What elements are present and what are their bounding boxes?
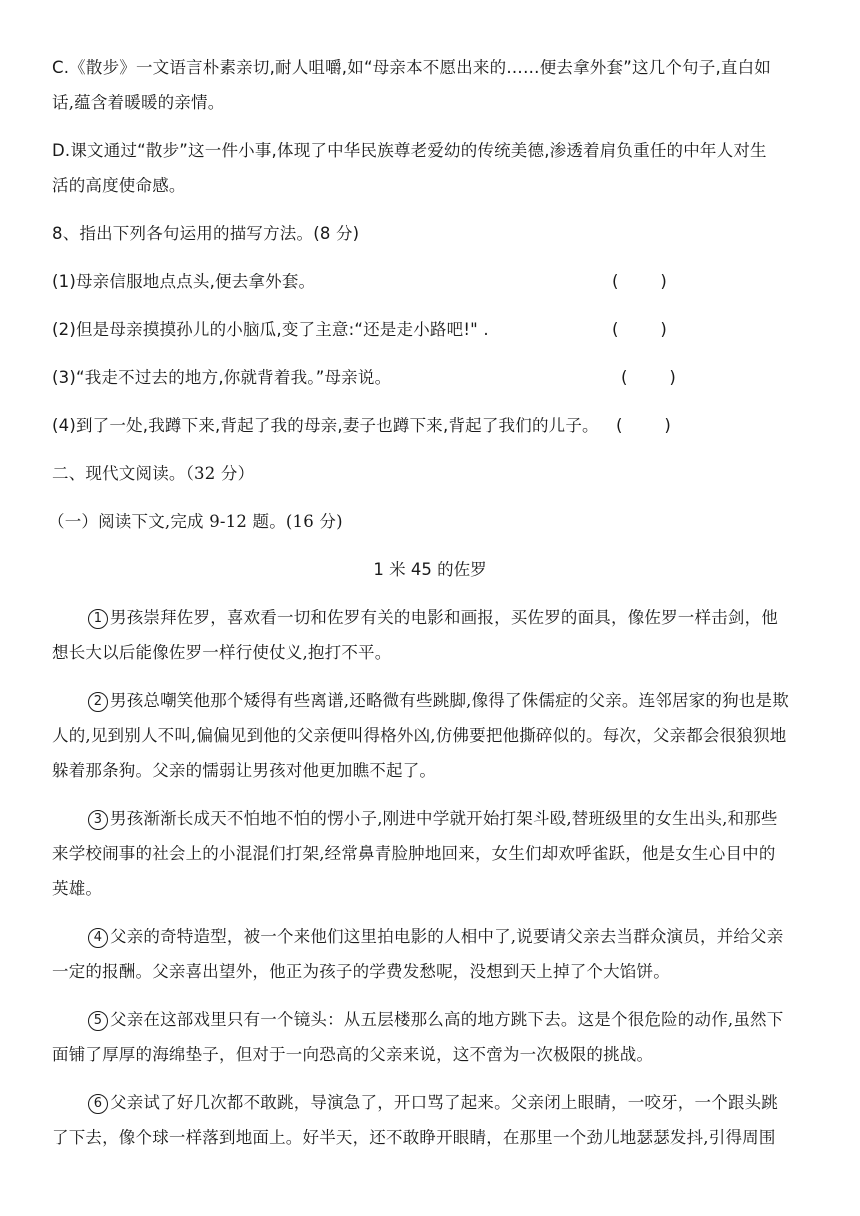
paragraph-2-line-2: 人的,见到别人不叫,偏偏见到他的父亲便叫得格外凶,仿佛要把他撕碎似的。每次，父亲都会很狼狈地 (52, 726, 787, 745)
q8-answer-blank-1[interactable]: ( ) (612, 272, 667, 291)
article-title: 1 米 45 的佐罗 (373, 560, 487, 579)
paragraph-2-line-3: 躲着那条狗。父亲的懦弱让男孩对他更加瞧不起了。 (52, 761, 437, 780)
option-c-line-1: C.《散步》一文语言朴素亲切,耐人咀嚼,如“母亲本不愿出来的……便去拿外套”这几个句子,直白如 (52, 58, 771, 77)
q8-item-4: (4)到了一处,我蹲下来,背起了我的母亲,妻子也蹲下来,背起了我们的儿子。 (52, 416, 599, 435)
option-d-line-2: 活的高度使命感。 (52, 176, 186, 195)
paragraph-number-2: 2 (88, 692, 108, 712)
q8-item-3: (3)“我走不过去的地方,你就背着我。”母亲说。 (52, 368, 392, 387)
q8-answer-blank-3[interactable]: ( ) (621, 368, 676, 387)
paragraph-number-4: 4 (88, 928, 108, 948)
paragraph-6-line-1: 6 父亲试了好几次都不敢跳，导演急了，开口骂了起来。父亲闭上眼睛，一咬牙，一个跟头跳 (88, 1092, 778, 1114)
paragraph-4-line-1: 4 父亲的奇特造型，被一个来他们这里拍电影的人相中了,说要请父亲去当群众演员，并给父亲 (88, 926, 783, 948)
paragraph-number-6: 6 (88, 1094, 108, 1114)
paragraph-number-5: 5 (88, 1011, 108, 1031)
paragraph-5-line-2: 面铺了厚厚的海绵垫子，但对于一向恐高的父亲来说，这不啻为一次极限的挑战。 (52, 1045, 654, 1064)
paragraph-3-line-1: 3 男孩渐渐长成天不怕地不怕的愣小子,刚进中学就开始打架斗殴,替班级里的女生出头,和那些 (88, 808, 778, 830)
paragraph-1-line-2: 想长大以后能像佐罗一样行使仗义,抱打不平。 (52, 643, 392, 662)
paragraph-1-line-1: 1 男孩崇拜佐罗，喜欢看一切和佐罗有关的电影和画报，买佐罗的面具，像佐罗一样击剑，他 (88, 607, 778, 629)
paragraph-6-line-2: 了下去，像个球一样落到地面上。好半天，还不敢睁开眼睛，在那里一个劲儿地瑟瑟发抖,引得周围 (52, 1128, 776, 1147)
paragraph-number-1: 1 (88, 609, 108, 629)
q8-answer-blank-2[interactable]: ( ) (612, 320, 667, 339)
q8-item-2: (2)但是母亲摸摸孙儿的小脑瓜,变了主意:“还是走小路吧!" . (52, 320, 489, 339)
paragraph-number-3: 3 (88, 810, 108, 830)
question-8-prompt: 8、指出下列各句运用的描写方法。(8 分) (52, 224, 360, 243)
paragraph-3-line-2: 来学校闹事的社会上的小混混们打架,经常鼻青脸肿地回来，女生们却欢呼雀跃，他是女生心目中的 (52, 844, 776, 863)
option-d-line-1: D.课文通过“散步”这一件小事,体现了中华民族尊老爱幼的传统美德,渗透着肩负重任的中年人对生 (52, 141, 767, 160)
q8-item-1: (1)母亲信服地点点头,便去拿外套。 (52, 272, 316, 291)
option-c-line-2: 话,蕴含着暖暖的亲情。 (52, 93, 225, 112)
paragraph-4-line-2: 一定的报酬。父亲喜出望外，他正为孩子的学费发愁呢，没想到天上掉了个大馅饼。 (52, 962, 670, 981)
reading-sub-heading: （一）阅读下文,完成 9-12 题。(16 分) (48, 512, 343, 531)
paragraph-5-line-1: 5 父亲在这部戏里只有一个镜头：从五层楼那么高的地方跳下去。这是个很危险的动作,虽然下 (88, 1009, 783, 1031)
section-2-heading: 二、现代文阅读。（32 分） (52, 464, 255, 483)
paragraph-2-line-1: 2 男孩总嘲笑他那个矮得有些离谱,还略微有些跳脚,像得了侏儒症的父亲。连邻居家的狗也是欺 (88, 690, 789, 712)
q8-answer-blank-4[interactable]: ( ) (616, 416, 671, 435)
paragraph-3-line-3: 英雄。 (52, 879, 103, 898)
